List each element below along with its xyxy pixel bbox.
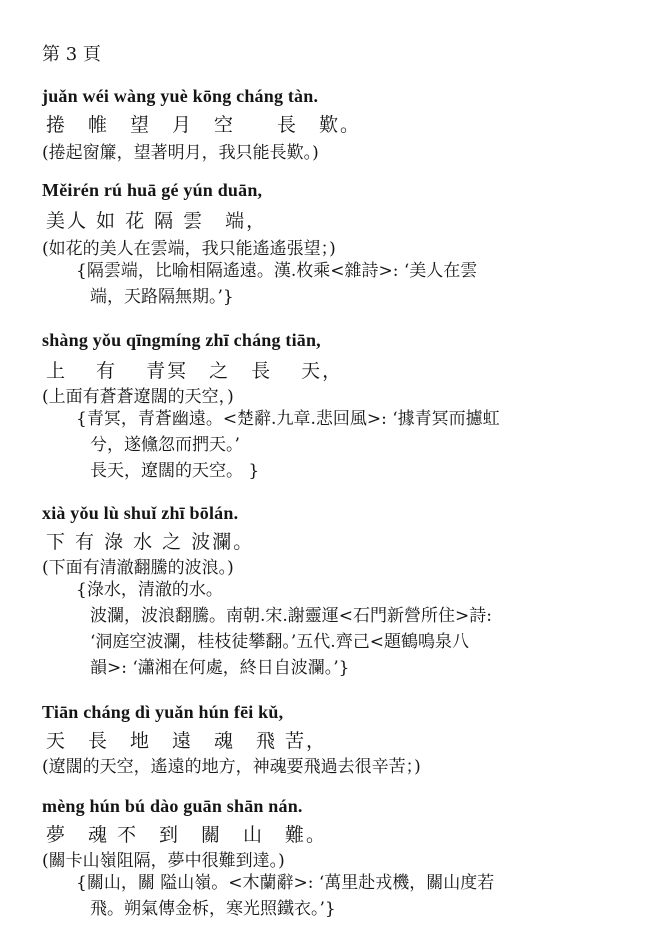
verse-translation: (如花的美人在雲端，我只能遙遙張望；) xyxy=(42,239,336,259)
note-line: 飛。朔氣傳金柝，寒光照鐵衣。’} xyxy=(90,899,336,919)
note-line: 長天，遼闊的天空。 } xyxy=(90,461,260,481)
verse-pinyin: Tiān cháng dì yuǎn hún fēi kǔ, xyxy=(42,702,284,722)
note-line: {淥水，清澈的水。 xyxy=(76,580,223,600)
note-line: ‘洞庭空波瀾，桂枝徒攀翻。’五代.齊己<題鶴鳴泉八 xyxy=(90,632,469,652)
verse-hanzi: 夢 魂 不 到 關 山 難。 xyxy=(46,824,328,846)
verse-hanzi: 捲 帷 望 月 空 長 歎。 xyxy=(46,114,362,136)
verse-translation: (捲起窗簾，望著明月，我只能長歎。) xyxy=(42,143,319,163)
verse-translation: (下面有清澈翻騰的波浪。) xyxy=(42,558,234,578)
page-number: 第 3 頁 xyxy=(42,44,101,65)
verse-note xyxy=(76,406,500,484)
note-line: 端，天路隔無期。’} xyxy=(90,287,234,307)
note-line: 波瀾，波浪翻騰。南朝.宋.謝靈運<石門新營所住>詩: xyxy=(90,606,493,626)
verse-pinyin: mèng hún bú dào guān shān nán. xyxy=(42,796,303,816)
verse-pinyin: Měirén rú huā gé yún duān, xyxy=(42,180,263,200)
verse-hanzi: 天 長 地 遠 魂 飛 苦， xyxy=(46,730,328,752)
verse-translation: (遼闊的天空，遙遠的地方，神魂要飛過去很辛苦；) xyxy=(42,757,421,777)
verse-note xyxy=(76,577,492,681)
verse-translation: (關卡山嶺阻隔，夢中很難到達。) xyxy=(42,851,285,871)
note-line: {隔雲端，比喻相隔遙遠。漢.枚乘<雜詩>: ‘美人在雲 xyxy=(76,261,478,281)
verse-translation: (上面有蒼蒼遼闊的天空，) xyxy=(42,387,234,407)
note-line: {關山，關 隘山嶺。<木蘭辭>: ‘萬里赴戎機，關山度若 xyxy=(76,873,495,893)
verse-hanzi: 上 有 青冥 之 長 天， xyxy=(46,360,344,382)
verse-note xyxy=(76,870,494,922)
verse-hanzi: 美人 如 花 隔 雲 端， xyxy=(46,210,268,232)
verse-pinyin: juǎn wéi wàng yuè kōng cháng tàn. xyxy=(42,86,319,106)
note-line: {青冥，青蒼幽遠。<楚辭.九章.悲回風>: ‘據青冥而攄虹 xyxy=(76,409,500,429)
note-line: 韻>: ‘瀟湘在何處，終日自波瀾。’} xyxy=(90,658,350,678)
verse-hanzi: 下 有 淥 水 之 波瀾。 xyxy=(46,531,255,553)
verse-pinyin: shàng yǒu qīngmíng zhī cháng tiān, xyxy=(42,330,321,350)
verse-pinyin: xià yǒu lù shuǐ zhī bōlán. xyxy=(42,503,239,523)
verse-note xyxy=(76,258,477,310)
note-line: 兮，遂儵忽而捫天。’ xyxy=(90,435,240,455)
